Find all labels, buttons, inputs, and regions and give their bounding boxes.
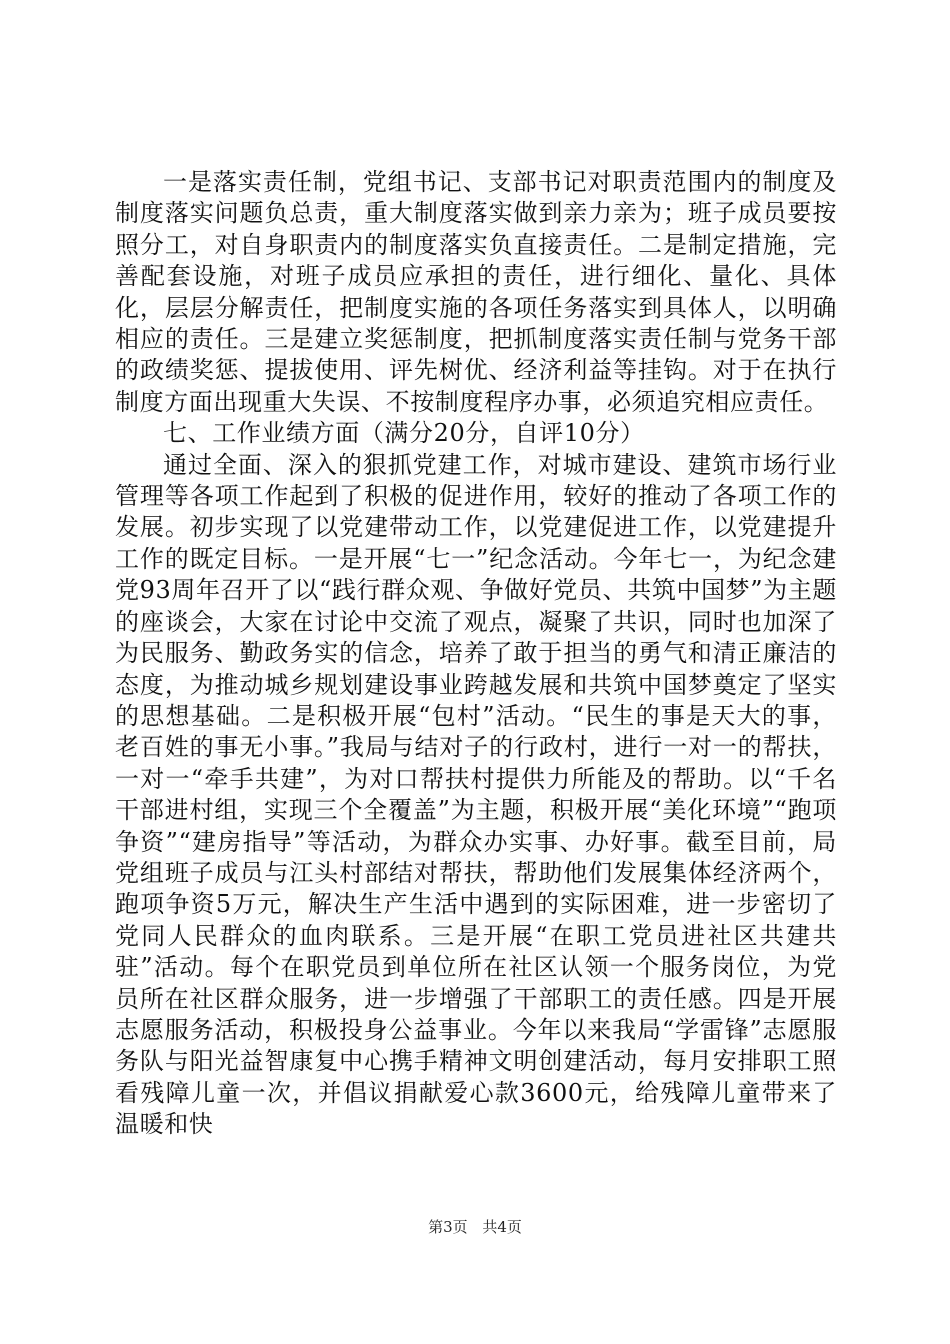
paragraph-work-performance: 通过全面、深入的狠抓党建工作，对城市建设、建筑市场行业管理等各项工作起到了积极的促进作用，较好的推动了各项工作的发展。初步实现了以党建带动工作，以党建促进工作，以党建提升工作的既定目标。一是开展“七一”纪念活动。今年七一，为纪念建党93周年召开了以“践行群众观、争做好党员、共筑中国梦”为主题的座谈会，大家在讨论中交流了观点，凝聚了共识，同时也加深了为民服务、勤政务实的信念，培养了敢于担当的勇气和清正廉洁的态度，为推动城乡规划建设事业跨越发展和共筑中国梦奠定了坚实的思想基础。二是积极开展“包村”活动。“民生的事是天大的事，老百姓的事无小事。”我局与结对子的行政村，进行一对一的帮扶，一对一“牵手共建”，为对口帮扶村提供力所能及的帮助。以“千名干部进村组，实现三个全覆盖”为主题，积极开展“美化环境”“跑项争资”“建房指导”等活动，为群众办实事、办好事。截至目前，局党组班子成员与江头村部结对帮扶，帮助他们发展集体经济两个，跑项争资5万元，解决生产生活中遇到的实际困难，进一步密切了党同人民群众的血肉联系。三是开展“在职工党员进社区共建共驻”活动。每个在职党员到单位所在社区认领一个服务岗位，为党员所在社区群众服务，进一步增强了干部职工的责任感。四是开展志愿服务活动，积极投身公益事业。今年以来我局“学雷锋”志愿服务队与阳光益智康复中心携手精神文明创建活动，每月安排职工照看残障儿童一次，并倡议捐献爱心款3600元，给残障儿童带来了温暖和快 — [115, 450, 837, 1139]
document-body — [115, 167, 837, 1141]
page-footer — [0, 1216, 950, 1237]
section-heading-work-performance: 七、工作业绩方面（满分20分，自评10分） — [163, 419, 645, 448]
page-number-total: 共4页 — [482, 1218, 522, 1236]
page-number-current: 第3页 — [428, 1218, 468, 1236]
paragraph-responsibility-system: 一是落实责任制，党组书记、支部书记对职责范围内的制度及制度落实问题负总责，重大制度落实做到亲力亲为；班子成员要按照分工，对自身职责内的制度落实负直接责任。二是制定措施，完善配套设施，对班子成员应承担的责任，进行细化、量化、具体化，层层分解责任，把制度实施的各项任务落实到具体人，以明确相应的责任。三是建立奖惩制度，把抓制度落实责任制与党务干部的政绩奖惩、提拔使用、评先树优、经济利益等挂钩。对于在执行制度方面出现重大失误、不按制度程序办事，必须追究相应责任。 — [115, 168, 837, 416]
